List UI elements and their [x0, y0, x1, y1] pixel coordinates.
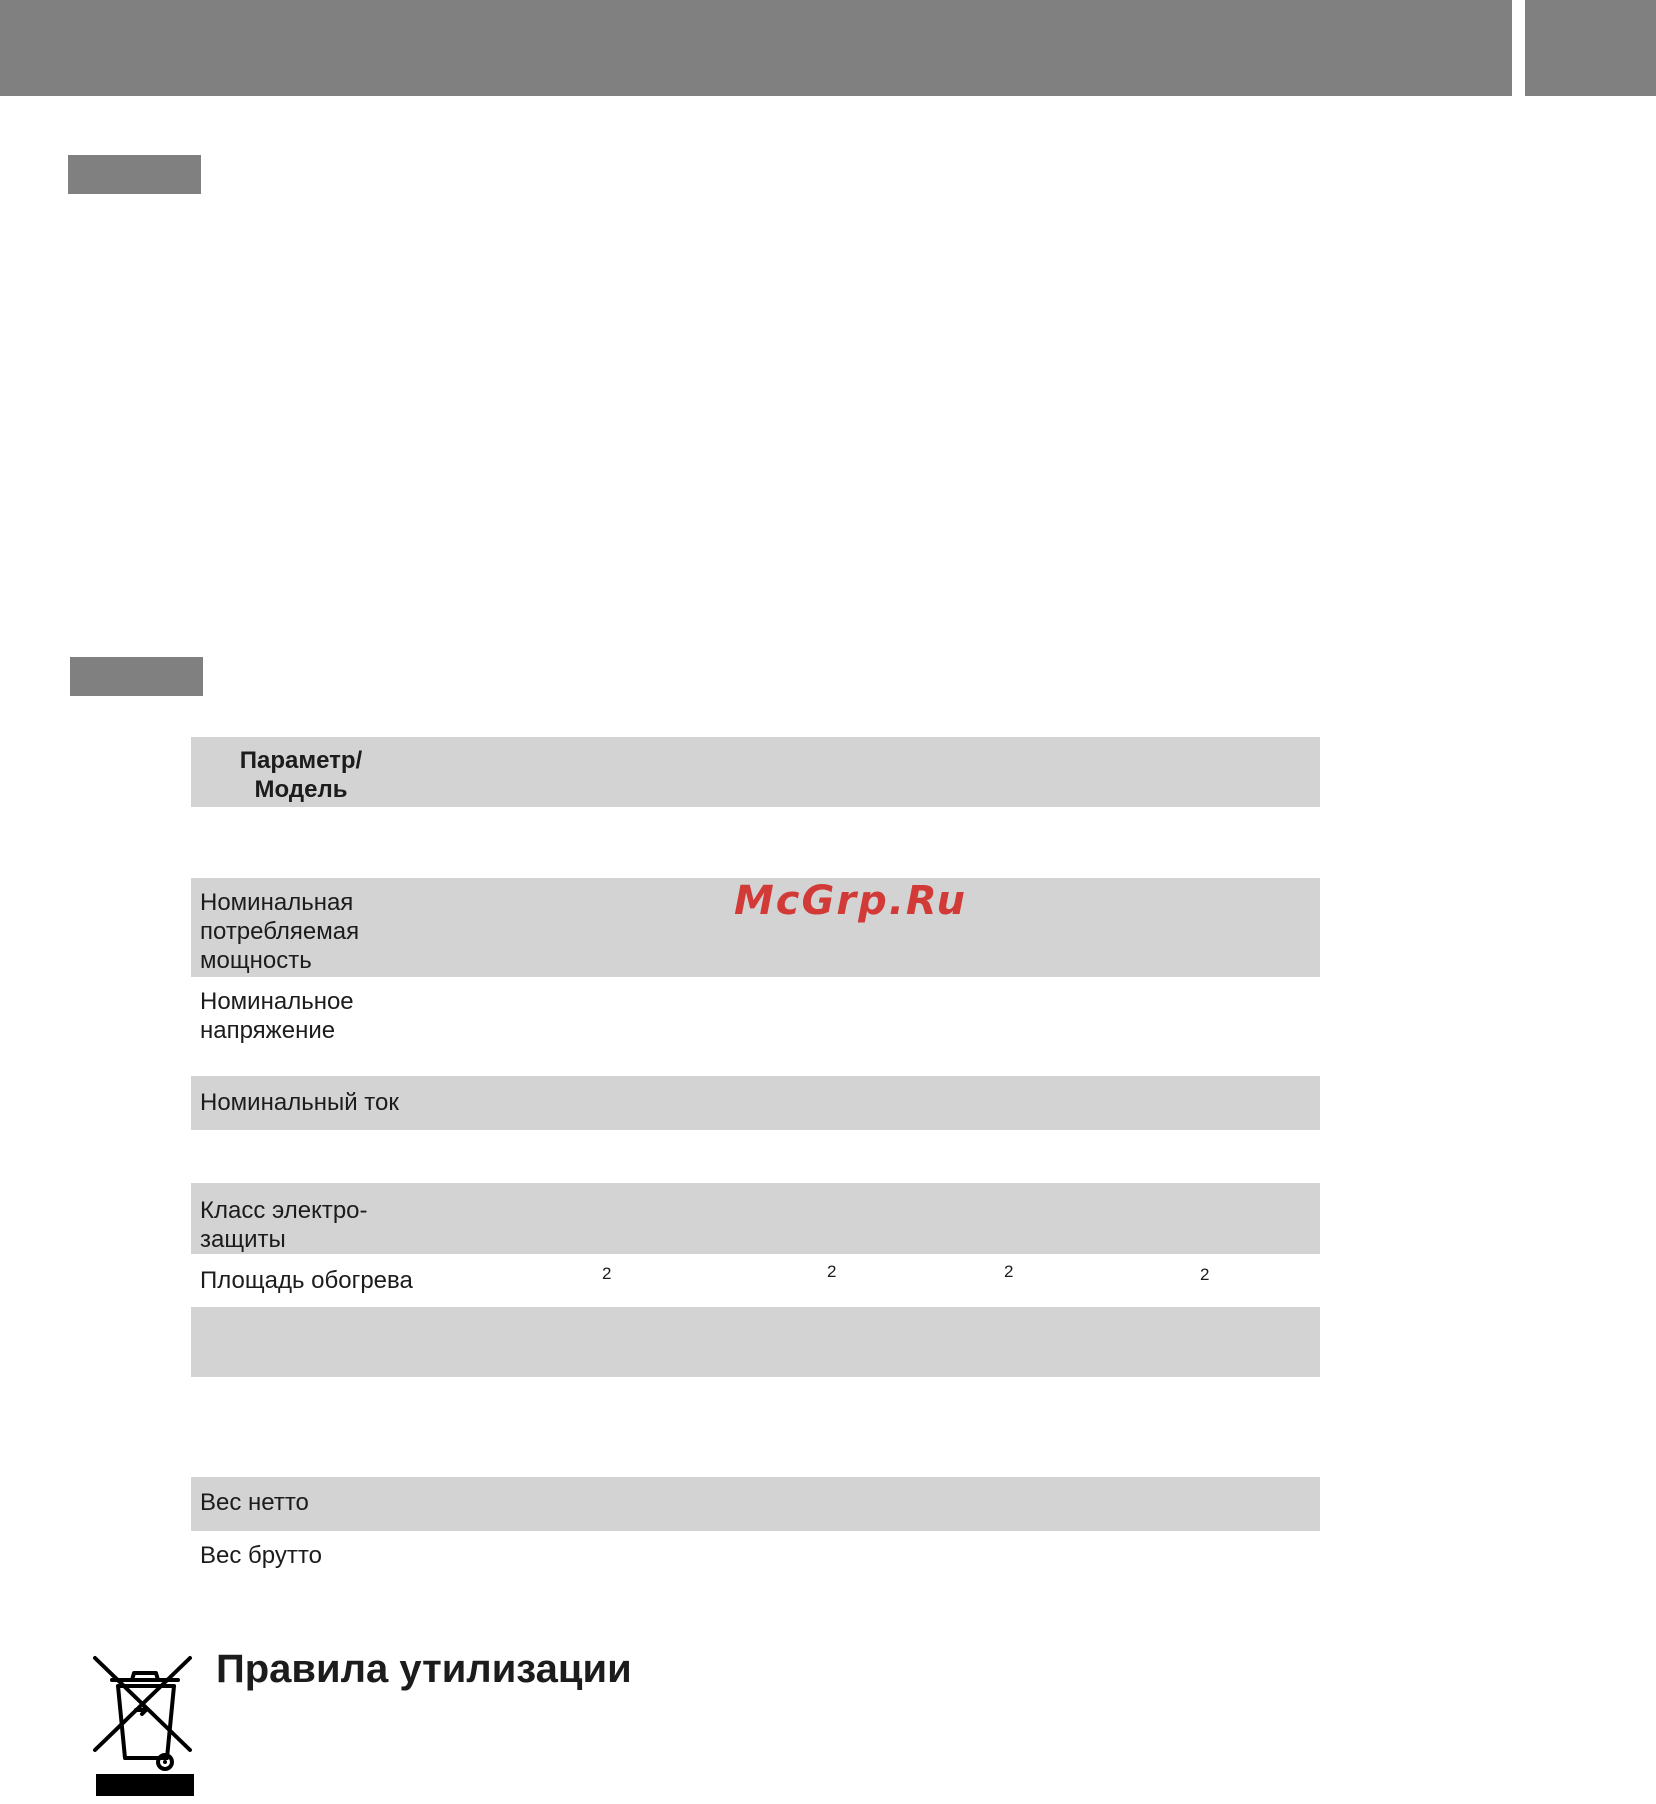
area-unit-superscript: 2: [1200, 1265, 1210, 1284]
area-unit-superscript: 2: [1004, 1262, 1014, 1281]
table-header-label: Параметр/ Модель: [239, 747, 363, 803]
row-label-protection-class: Класс электро- защиты: [200, 1197, 368, 1253]
disposal-title: Правила утилизации: [216, 1647, 632, 1691]
header-bar: [0, 0, 1512, 96]
section-label-block: [68, 155, 201, 194]
area-unit-superscript: 2: [602, 1264, 612, 1283]
row-label-gross-weight: Вес брутто: [200, 1542, 322, 1569]
row-label-net-weight: Вес нетто: [200, 1489, 309, 1516]
page-tab-marker: [1525, 0, 1656, 96]
row-label-power: Номинальная потребляемая мощность: [200, 889, 360, 974]
row-label-voltage: Номинальное напряжение: [200, 988, 354, 1044]
crossed-out-wheelie-bin-icon: [92, 1652, 198, 1798]
table-row-band: [191, 1477, 1320, 1531]
section-label-block: [70, 657, 203, 696]
table-row-band: [191, 1307, 1320, 1377]
row-label-current: Номинальный ток: [200, 1089, 399, 1116]
row-label-heating-area: Площадь обогрева: [200, 1267, 413, 1294]
area-unit-superscript: 2: [827, 1262, 837, 1281]
watermark: McGrp.Ru: [734, 878, 967, 924]
